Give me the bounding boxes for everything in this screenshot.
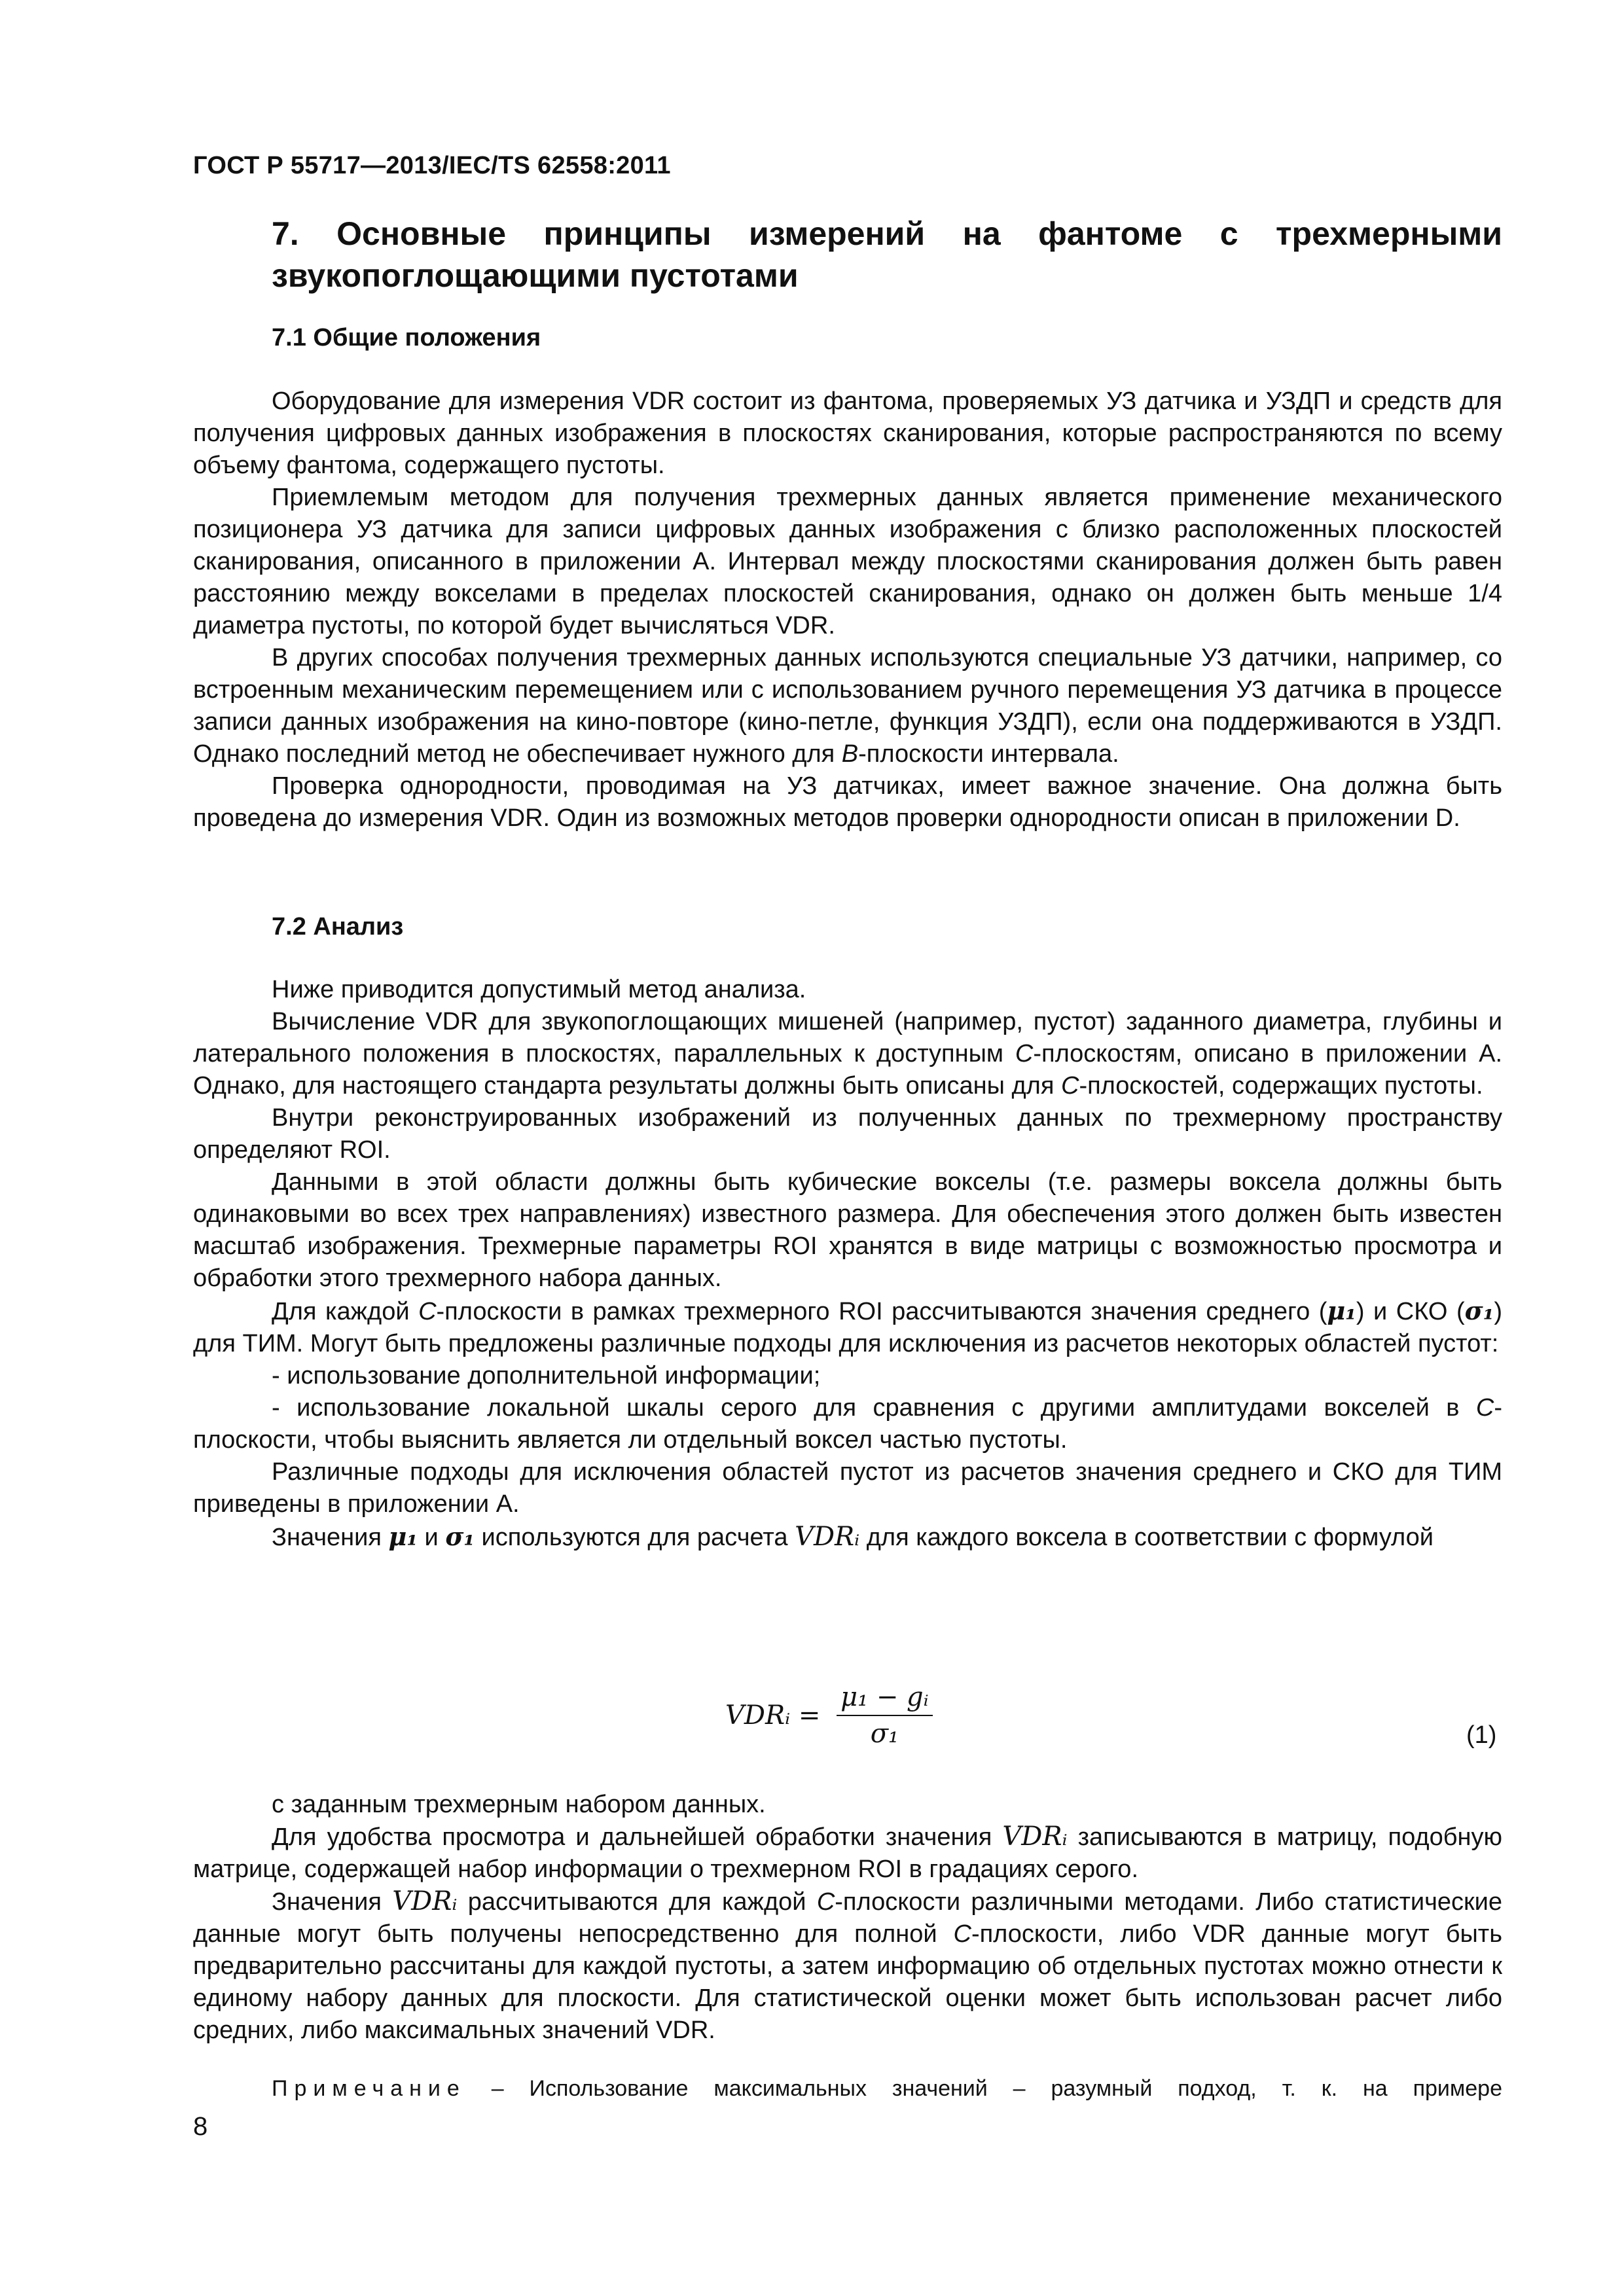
formula-1 [725, 1682, 933, 1749]
paragraph: Различные подходы для исключения областей пустот из расчетов значения среднего и СКО для ТИМ приведены в приложении А. [193, 1458, 1502, 1518]
formula-denominator: σ₁ [870, 1719, 899, 1749]
section-7-2-body-continued [193, 1789, 1502, 2047]
note-label: Примечание [272, 2076, 466, 2101]
formula-lhs: VDRᵢ = [725, 1700, 821, 1731]
list-item: - использование дополнительной информации; [272, 1362, 821, 1390]
paragraph: Проверка однородности, проводимая на УЗ датчиках, имеет важное значение. Она должна быть проведена до измерения VDR. Один из возможных методов проверки однородности описан в приложении D. [193, 772, 1502, 832]
section-7-2-body [193, 974, 1502, 1554]
paragraph: Значения μ₁ и σ₁ используются для расчета VDRᵢ для каждого воксела в соответствии с формулой [272, 1522, 1434, 1552]
page-number: 8 [193, 2112, 208, 2141]
paragraph: Оборудование для измерения VDR состоит из фантома, проверяемых УЗ датчика и УЗДП и средств для получения цифровых данных изображения в плоскостях сканирования, которые распространяются по всему объему фантома, содержащего пустоты. [193, 387, 1502, 479]
document-header: ГОСТ Р 55717—2013/IEC/TS 62558:2011 [193, 152, 671, 179]
paragraph: Вычисление VDR для звукопоглощающих мишеней (например, пустот) заданного диаметра, глубины и латерального положения в плоскостях, параллельных к доступным C-плоскостям, описано в приложении А. Однако, для настоящего стандарта результаты должны быть описаны для C-плоскостей, содержащих пустоты. [193, 1008, 1502, 1100]
section-7-1-body [193, 386, 1502, 834]
sigma1-symbol: σ₁ [1464, 1296, 1494, 1325]
paragraph: Данными в этой области должны быть кубические вокселы (т.е. размеры воксела должны быть одинаковыми во всех трех направлениях) известного размера. Для обеспечения этого должен быть известен масштаб изображения. Трехмерные параметры ROI хранятся в виде матрицы с возможностью просмотра и обработки этого трехмерного набора данных. [193, 1168, 1502, 1292]
formula-fraction [837, 1682, 933, 1749]
mu1-symbol: μ₁ [1327, 1296, 1356, 1325]
paragraph: Для удобства просмотра и дальнейшей обработки значения VDRᵢ записываются в матрицу, подобную матрице, содержащей набор информации о трехмерном ROI в градациях серого. [193, 1821, 1502, 1883]
note-text: – Использование максимальных значений – разумный подход, т. к. на примере [465, 2076, 1502, 2101]
paragraph: Для каждой C-плоскости в рамках трехмерного ROI рассчитываются значения среднего (μ₁) и СКО (σ₁) для ТИМ. Могут быть предложены различные подходы для исключения из расчетов некоторых областей пустот: [193, 1296, 1502, 1357]
section-7-1-title: 7.1 Общие положения [272, 324, 541, 351]
section-7-2-title: 7.2 Анализ [272, 913, 404, 941]
formula-numerator: μ₁ − gᵢ [837, 1682, 933, 1716]
note [272, 2076, 1502, 2102]
section-7-title: 7. Основные принципы измерений на фантоме с трехмерными звукопоглощающими пустотами [272, 215, 1502, 294]
paragraph: Внутри реконструированных изображений из полученных данных по трехмерному пространству определяют ROI. [193, 1104, 1502, 1164]
paragraph: Значения VDRᵢ рассчитываются для каждой C-плоскости различными методами. Либо статистические данные могут быть получены непосредственно для полной C-плоскости, либо VDR данные могут быть предварительно рассчитаны для каждой пустоты, а затем информацию об отдельных пустотах можно отнести к единому набору данных для плоскости. Для статистической оценки может быть использован расчет либо средних, либо максимальных значений VDR. [193, 1886, 1503, 2044]
paragraph: с заданным трехмерным набором данных. [272, 1791, 766, 1818]
formula-number: (1) [1466, 1721, 1497, 1749]
paragraph: Ниже приводится допустимый метод анализа. [272, 976, 806, 1003]
list-item: - использование локальной шкалы серого для сравнения с другими амплитудами вокселей в C-плоскости, чтобы выяснить является ли отдельный воксел частью пустоты. [193, 1394, 1502, 1454]
paragraph: В других способах получения трехмерных данных используются специальные УЗ датчики, например, со встроенным механическим перемещением или с использованием ручного перемещения УЗ датчика в процессе записи данных изображения на кино-повторе (кино-петле, функция УЗДП), если она поддерживаются в УЗДП. Однако последний метод не обеспечивает нужного для B-плоскости интервала. [193, 644, 1502, 768]
paragraph: Приемлемым методом для получения трехмерных данных является применение механического позиционера УЗ датчика для записи цифровых данных изображения с близко расположенных плоскостей сканирования, описанного в приложении А. Интервал между плоскостями сканирования должен быть равен расстоянию между вокселами в пределах плоскостей сканирования, однако он должен быть меньше 1/4 диаметра пустоты, по которой будет вычисляться VDR. [193, 484, 1502, 639]
